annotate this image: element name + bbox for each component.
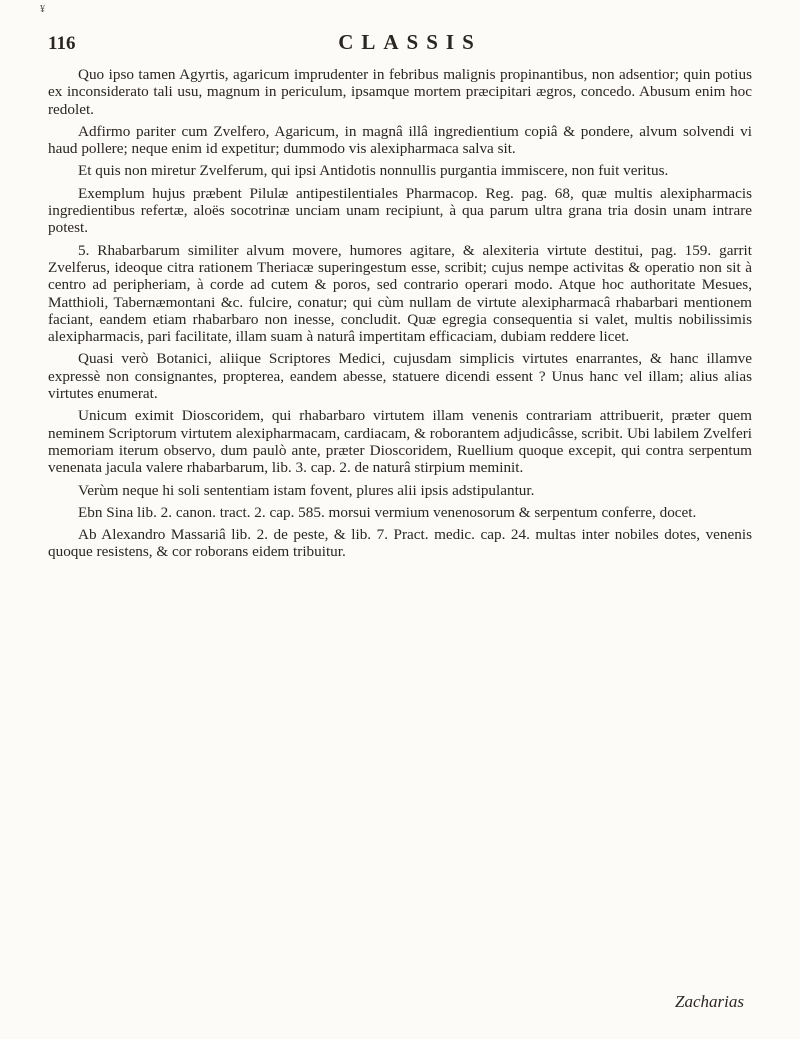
paragraph-1: Quo ipso tamen Agyrtis, agaricum imprudenter in febribus malignis propinantibus, non adsentior; quin potius ex inconsiderato tali usu, magnum in periculum, ipsamque mortem præcipitari ægros, concedo. Abusum enim hoc redolet. [48,66,752,118]
paragraph-7: Unicum eximit Dioscoridem, qui rhabarbaro virtutem illam venenis contrariam attribuerit, præter quem neminem Scriptorum virtutem alexipharmacam, cardiacam, & roborantem adjudicâsse, scribit. Ubi labilem Zvelferi memoriam iterum observo, dum paulò ante, præter Dioscoridem, Ruellium quoque excepit, qui contra serpentum venenata jacula valere rhabarbarum, lib. 3. cap. 2. de naturâ stirpium meminit. [48,407,752,477]
running-head: CLASSIS [338,30,482,54]
paragraph-4: Exemplum hujus præbent Pilulæ antipestilentiales Pharmacop. Reg. pag. 68, quæ multis alexipharmacis ingredientibus refertæ, aloës socotrinæ unciam unam recipiunt, à qua parum ultra grana tria dosin unam intrare potest. [48,184,752,237]
top-mark: ¥ [40,4,45,15]
paragraph-8: Verùm neque hi soli sententiam istam fovent, plures alii ipsis adstipulantur. [78,481,535,499]
paragraph-3: Et quis non miretur Zvelferum, qui ipsi Antidotis nonnullis purgantia immiscere, non fuit veritus. [78,162,669,180]
catchword: Zacharias [675,992,744,1011]
paragraph-10: Ab Alexandro Massariâ lib. 2. de peste, & lib. 7. Pract. medic. cap. 24. multas inter nobiles dotes, venenis quoque resistens, & cor roborans eidem tribuitur. [48,526,752,561]
paragraph-5: 5. Rhabarbarum similiter alvum movere, humores agitare, & alexiteria virtute destitui, pag. 159. garrit Zvelferus, ideoque citra rationem Theriacæ superingestum esse, scribit; cujus nempe activitas & operatio non sit à centro ad peripheriam, à corde ad cutem & poros, sed contrario operari modo. Atque hoc authoritate Mesues, Matthioli, Tabernæmontani &c. fulcire, conatur; qui cùm nullam de virtute alexipharmacâ rhabarbari mentionem faciant, eandem etiam rhabarbaro non inesse, concludit. Quæ egregia consequentia si valet, multis nobilissimis alexipharmacis, pari facilitate, illam suam à naturâ impertitam efficaciam, dubiam reddere licet. [48,241,752,346]
page-header [48,30,752,66]
paragraph-6: Quasi verò Botanici, aliique Scriptores Medici, cujusdam simplicis virtutes enarrantes, & hanc illamve expressè non consignantes, propterea, eandem abesse, statuere dicendi essent ? Unus hanc vel illam; alius alias virtutes enumerat. [48,350,752,403]
body-text [48,66,752,561]
page-number: 116 [48,33,76,54]
paragraph-9: Ebn Sina lib. 2. canon. tract. 2. cap. 585. morsui vermium venenosorum & serpentum conferre, docet. [78,503,697,521]
paragraph-2: Adfirmo pariter cum Zvelfero, Agaricum, in magnâ illâ ingredientium copiâ & pondere, alvum solvendi vi haud pollere; neque enim id expetitur; dummodo vis alexipharmaca salva sit. [48,122,752,158]
